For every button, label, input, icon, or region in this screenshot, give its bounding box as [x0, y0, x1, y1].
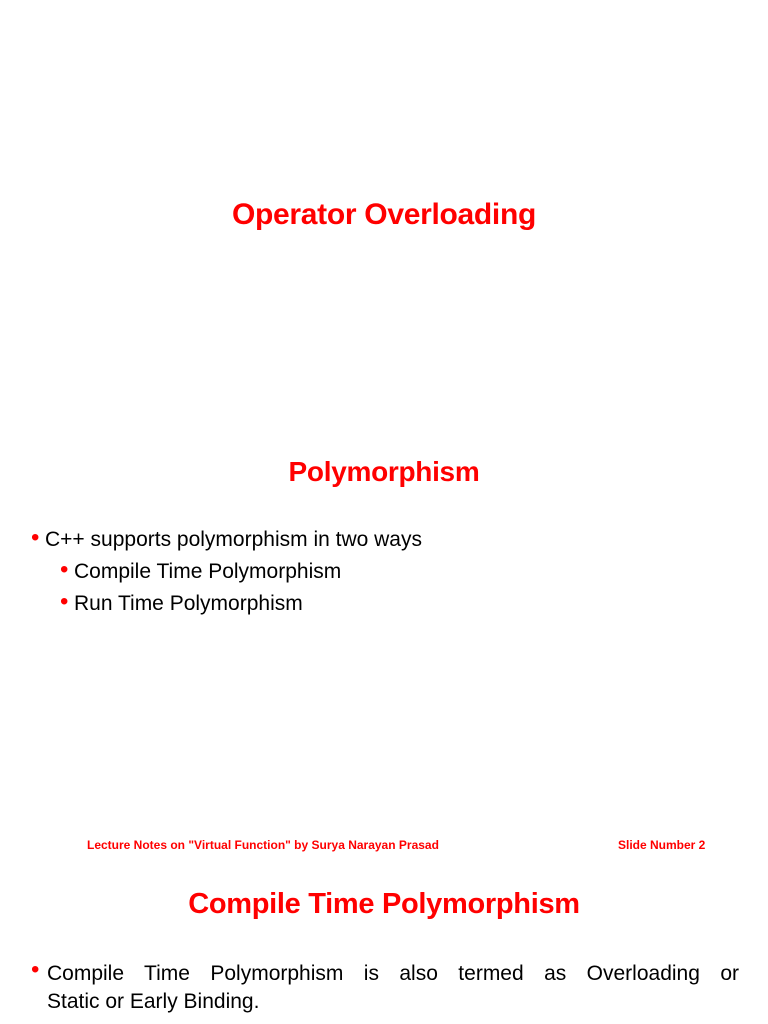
slide1-title: Operator Overloading — [231, 198, 537, 231]
bullet-dot-icon: • — [60, 588, 69, 615]
slide2-title: Polymorphism — [288, 456, 480, 487]
slide-footer-credit: Lecture Notes on "Virtual Function" by Surya Narayan Prasad — [87, 838, 439, 852]
bullet-line-1 — [31, 956, 739, 988]
sub-bullet-item — [60, 588, 303, 616]
bullet-dot-icon: • — [31, 524, 40, 551]
bullet-item — [31, 956, 739, 1016]
bullet-line-2: Static or Early Binding. — [47, 990, 260, 1013]
bullet-dot-icon: • — [60, 556, 69, 583]
bullet-text: Compile Time Polymorphism — [74, 560, 342, 583]
sub-bullet-item — [60, 556, 342, 584]
bullet-item — [31, 524, 422, 552]
slide-number: Slide Number 2 — [618, 838, 706, 852]
bullet-text: Compile Time Polymorphism is also termed as Overloading or — [47, 962, 739, 985]
slide3-title: Compile Time Polymorphism — [188, 888, 580, 920]
bullet-text: C++ supports polymorphism in two ways — [45, 528, 422, 551]
bullet-dot-icon: • — [31, 956, 40, 983]
bullet-text: Run Time Polymorphism — [74, 592, 303, 615]
